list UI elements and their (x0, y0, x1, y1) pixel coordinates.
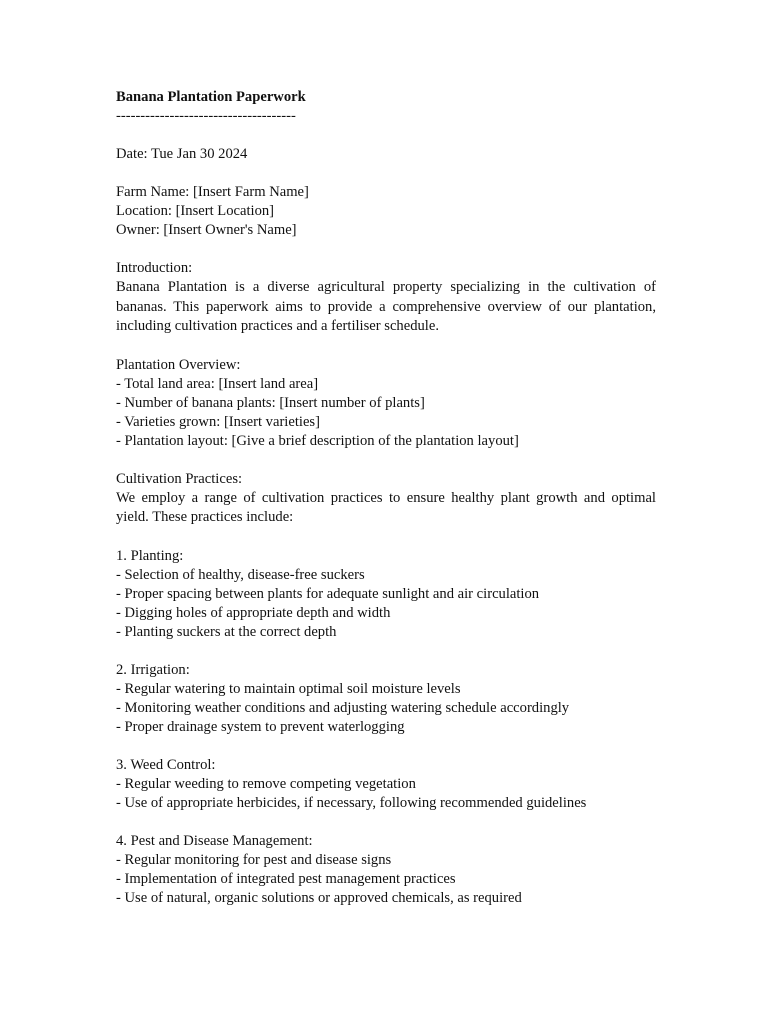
overview-item: - Plantation layout: [Give a brief description of the plantation layout] (116, 432, 519, 449)
farm-owner: Owner: [Insert Owner's Name] (116, 222, 297, 238)
introduction-heading: Introduction: (116, 260, 193, 276)
irrigation-item: - Regular watering to maintain optimal soil moisture levels (116, 680, 461, 697)
irrigation-heading: 2. Irrigation: (116, 661, 190, 678)
planting-heading: 1. Planting: (116, 547, 184, 564)
spacer (116, 126, 656, 145)
document-title: Banana Plantation Paperwork (116, 89, 306, 105)
weed-control-item: - Use of appropriate herbicides, if necessary, following recommended guidelines (116, 794, 587, 811)
introduction-text: Banana Plantation is a diverse agricultural property specializing in the cultivation of bananas. This paperwork aims to provide a comprehensive overview of our plantation, including cultivation practices and a fertiliser schedule. (116, 279, 656, 334)
cultivation-heading: Cultivation Practices: (116, 470, 243, 487)
spacer (116, 737, 656, 756)
spacer (116, 164, 656, 183)
pest-management-item: - Implementation of integrated pest management practices (116, 870, 456, 887)
farm-name: Farm Name: [Insert Farm Name] (116, 184, 309, 200)
overview-item: - Total land area: [Insert land area] (116, 375, 319, 392)
pest-management-item: - Regular monitoring for pest and disease signs (116, 851, 392, 868)
spacer (116, 642, 656, 661)
spacer (116, 240, 656, 259)
planting-item: - Digging holes of appropriate depth and width (116, 604, 391, 621)
title-underline: ------------------------------------- (116, 108, 296, 124)
pest-management-heading: 4. Pest and Disease Management: (116, 832, 313, 849)
overview-item: - Varieties grown: [Insert varieties] (116, 413, 320, 430)
document-date: Date: Tue Jan 30 2024 (116, 146, 248, 162)
spacer (116, 337, 656, 356)
spacer (116, 813, 656, 832)
document-page (116, 88, 656, 908)
spacer (116, 451, 656, 470)
planting-item: - Selection of healthy, disease-free suckers (116, 566, 365, 583)
overview-item: - Number of banana plants: [Insert number of plants] (116, 394, 425, 411)
pest-management-item: - Use of natural, organic solutions or approved chemicals, as required (116, 889, 522, 906)
overview-heading: Plantation Overview: (116, 356, 241, 373)
cultivation-text: We employ a range of cultivation practices to ensure healthy plant growth and optimal yield. These practices include: (116, 489, 656, 525)
planting-item: - Planting suckers at the correct depth (116, 623, 337, 640)
spacer (116, 528, 656, 547)
irrigation-item: - Proper drainage system to prevent waterlogging (116, 718, 405, 735)
irrigation-item: - Monitoring weather conditions and adjusting watering schedule accordingly (116, 699, 570, 716)
weed-control-heading: 3. Weed Control: (116, 756, 216, 773)
weed-control-item: - Regular weeding to remove competing vegetation (116, 775, 416, 792)
planting-item: - Proper spacing between plants for adequate sunlight and air circulation (116, 585, 540, 602)
farm-location: Location: [Insert Location] (116, 203, 275, 219)
